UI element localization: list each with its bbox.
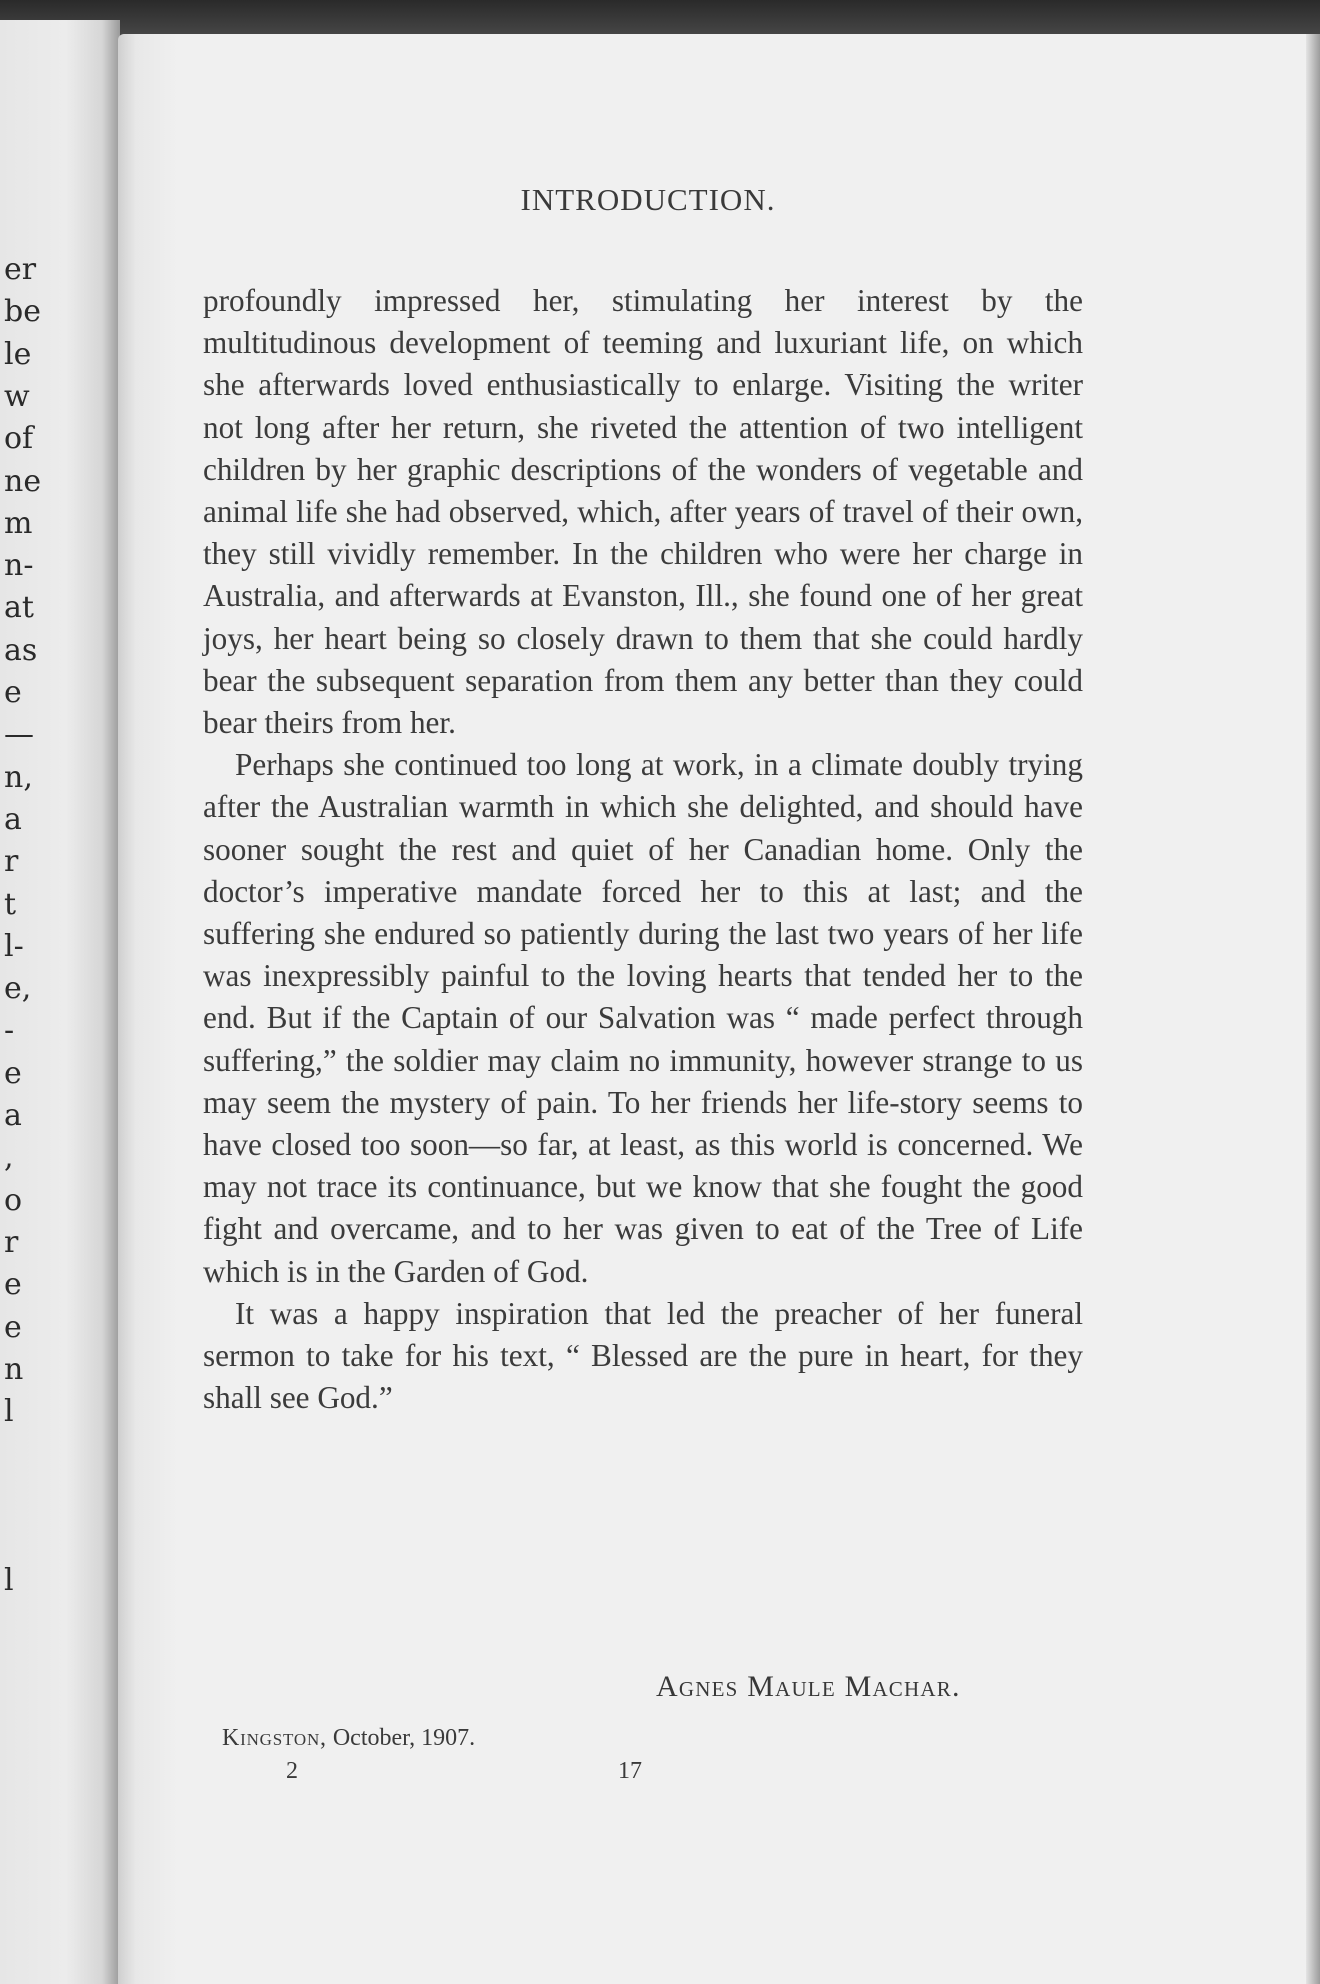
facing-page-fragment: er [4, 252, 37, 287]
facing-page-fragment: n, [4, 759, 33, 795]
facing-page-fragment: , [4, 1140, 14, 1176]
facing-page-fragment: e [4, 1309, 22, 1345]
facing-page-fragment: e, [4, 971, 32, 1007]
facing-page-fragment: r [4, 1224, 19, 1260]
page-edge [1306, 34, 1320, 1984]
paragraph: profoundly impressed her, stimulating her interest by the multitudinous development of teeming and luxuriant life, on which she afterwards loved enthusiastically to enlarge. Visiting the writer not long after her return, she riveted the attention of two intelligent children by her graphic descriptions of the wonders of vegetable and animal life she had observed, which, after years of travel of their own, they still vividly remember. In the children who were her charge in Australia, and afterwards at Evanston, Ill., she found one of her great joys, her heart being so closely drawn to them that she could hardly bear the subsequent separation from them any better than they could bear theirs from her. [203, 283, 1083, 741]
running-heading: INTRODUCTION. [520, 182, 776, 217]
facing-page-fragment: m [4, 505, 33, 541]
facing-page-edge [0, 20, 120, 1984]
place: Kingston, [222, 1725, 327, 1751]
facing-page-fragment: o [4, 1182, 23, 1218]
facing-page-fragment: as [4, 632, 38, 668]
facing-page-fragment: t [4, 886, 17, 922]
author-signature: Agnes Maule Machar. [656, 1670, 961, 1703]
facing-page-fragment: e [4, 1055, 22, 1091]
facing-page-fragment: of [4, 421, 34, 457]
facing-page-fragment: — [4, 717, 34, 753]
facing-page-fragment: a [4, 1098, 22, 1133]
facing-page-fragment: l [4, 1563, 14, 1599]
facing-page-fragment: l- [4, 928, 24, 964]
facing-page-fragment: le [4, 336, 32, 372]
facing-page-fragment: a [4, 801, 22, 837]
facing-page-fragment: e [4, 675, 22, 710]
facing-page-fragment: e [4, 1267, 22, 1303]
facing-page-fragment: at [4, 590, 34, 626]
facing-page-fragment: - [4, 1013, 15, 1049]
body-text [203, 280, 1083, 1419]
facing-page-fragment: n [4, 1351, 24, 1387]
facing-page-fragment: l [4, 1394, 14, 1430]
page-number: 17 [618, 1758, 642, 1784]
place-and-date [222, 1725, 475, 1752]
facing-page-fragment: w [4, 378, 30, 414]
facing-page-fragment: r [4, 844, 19, 880]
signature-mark: 2 [286, 1758, 298, 1784]
facing-page-fragment: ne [4, 463, 42, 499]
date: October, 1907. [332, 1725, 476, 1751]
paragraph: Perhaps she continued too long at work, in a climate doubly trying after the Australian warmth in which she delighted, and should have sooner sought the rest and quiet of her Canadian home. Only the doctor’s imperative mandate forced her to this at last; and the suffering she endured so patiently during the last two years of her life was inexpressibly painful to the loving hearts that tended her to the end. But if the Captain of our Salvation was “ made perfect through suffering,” the soldier may claim no immunity, however strange to us may seem the mystery of pain. To her friends her life-story seems to have closed too soon—so far, at least, as this world is concerned. We may not trace its continuance, but we know that she fought the good fight and overcame, and to her was given to eat of the Tree of Life which is in the Garden of God. [203, 747, 1083, 1289]
paragraph: It was a happy inspiration that led the preacher of her funeral sermon to take for his text, “ Blessed are the pure in heart, for they shall see God.” [203, 1295, 1083, 1416]
facing-page-fragment: n- [4, 548, 34, 584]
facing-page-fragment: be [4, 294, 41, 330]
